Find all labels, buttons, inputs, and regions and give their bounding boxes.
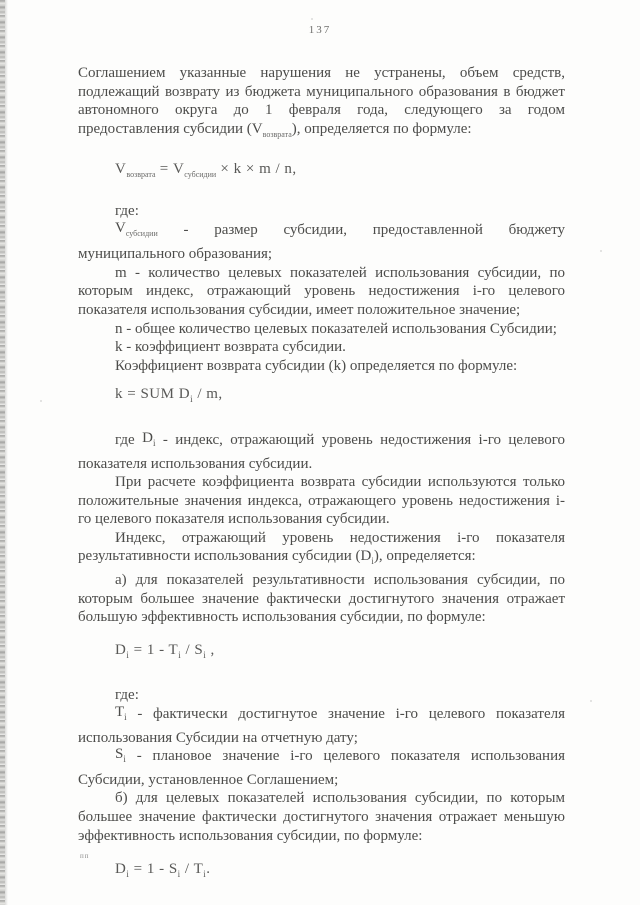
scan-speckle	[600, 250, 602, 252]
term-t	[115, 704, 127, 723]
definition-n: n - общее количество целевых показателей использования Субсидии;	[115, 320, 557, 337]
subscript-i: i	[126, 869, 130, 880]
term-s	[115, 746, 126, 765]
definition-s	[78, 747, 565, 789]
formula-tail: ,	[206, 641, 215, 658]
definition-v-subsidii	[78, 221, 565, 264]
index-definition-paragraph	[78, 529, 565, 571]
formula-mid: = V	[155, 161, 185, 178]
formula-return-volume	[115, 160, 565, 185]
subscript-vozvrata: возврата	[262, 129, 292, 139]
definition-t	[78, 705, 565, 747]
calculation-note-paragraph: При расчете коэффициента возврата субсидии используются только положительные значения индекса, отражающего уровень недостижения i-го целевого показателя использования субсидии.	[78, 474, 565, 528]
scan-speckle	[590, 700, 592, 702]
formula-tail: .	[206, 861, 211, 878]
subscript-i: i	[178, 649, 182, 660]
formula-tail: / m,	[193, 386, 223, 403]
text-run: - размер субсидии, предоставленной бюджету муниципального образования;	[78, 221, 565, 263]
scan-speckle	[311, 18, 313, 20]
formula-base: D	[115, 861, 127, 878]
subscript-subsidii: субсидии	[184, 170, 217, 180]
text-run: ), определяется:	[373, 548, 476, 565]
case-a-paragraph: а) для показателей результативности использования субсидии, по которым большее значение фактически достигнутого значения отражает большую эффективность использования субсидии, по формуле:	[78, 572, 565, 626]
subscript-i: i	[152, 437, 156, 448]
where-d-paragraph	[78, 431, 565, 473]
text-run: - фактически достигнутое значение i-го целевого показателя использования Субсидии на отчетную дату;	[78, 706, 565, 746]
formula-coefficient-k	[115, 385, 565, 409]
scan-speckle	[40, 400, 42, 402]
term-v	[115, 220, 158, 236]
subscript-i: i	[123, 754, 126, 765]
subscript-subsidii: субсидии	[125, 228, 158, 238]
formula-mid: / T	[180, 861, 204, 878]
subscript-i: i	[190, 394, 194, 405]
definition-k: k - коэффициент возврата субсидии.	[115, 339, 346, 356]
formula-pre: k = SUM D	[115, 386, 191, 403]
formula-tail: × k × m / n,	[216, 161, 297, 178]
case-b-paragraph: б) для целевых показателей использования субсидии, по которым большее значение фактически достигнутого значения отражает меньшую эффективность использования субсидии, по формуле:	[78, 790, 565, 844]
formula-mid: / S	[181, 641, 204, 658]
subscript-i: i	[126, 649, 130, 660]
text-run: ), определяется по формуле:	[291, 120, 472, 137]
term-base: T	[115, 704, 125, 721]
term-base: D	[142, 429, 153, 446]
text-run: Соглашением указанные нарушения не устранены, объем средств, подлежащий возврату из бюджета муниципального образования в бюджет автономного округа до 1 февраля года, следующего за годом предоставления субсидии (V	[78, 65, 565, 137]
subscript-i: i	[124, 712, 127, 723]
text-run: где	[115, 431, 143, 448]
term-base: S	[115, 746, 124, 763]
formula-mid: = 1 - T	[129, 641, 179, 658]
definition-m: m - количество целевых показателей использования субсидии, по которым индекс, отражающий уровень недостижения i-го целевого показателя использования субсидии, имеет положительное значение;	[78, 264, 565, 318]
text-run: - индекс, отражающий уровень недостижения i-го целевого показателя использования субсидии.	[78, 431, 565, 472]
subscript-vozvrata: возврата	[126, 170, 156, 180]
subscript-i: i	[203, 649, 207, 660]
subscript-i: i	[371, 556, 374, 567]
formula-d-case-a	[115, 641, 565, 665]
where-label: где:	[115, 202, 139, 219]
subscript-i: i	[177, 869, 181, 880]
document-body	[78, 64, 565, 884]
subscript-i: i	[203, 869, 207, 880]
page-number: 137	[308, 24, 332, 36]
text-run: - плановое значение i-го целевого показателя использования Субсидии, установленное Соглашением;	[78, 748, 565, 788]
intro-paragraph	[78, 64, 565, 144]
formula-base: D	[115, 641, 127, 658]
coefficient-intro-paragraph: Коэффициент возврата субсидии (k) определяется по формуле:	[115, 357, 518, 374]
formula-mid: = 1 - S	[129, 861, 178, 878]
scan-edge-shadow	[5, 0, 8, 905]
formula-lhs: V	[115, 161, 127, 178]
where-label: где:	[115, 687, 139, 704]
formula-d-case-b	[115, 860, 565, 884]
term-base: V	[115, 219, 126, 236]
footer-mark: пп	[80, 852, 90, 860]
term-d	[142, 430, 155, 446]
text-run: Индекс, отражающий уровень недостижения i-го показателя результативности использования субсидии (D	[78, 529, 565, 565]
